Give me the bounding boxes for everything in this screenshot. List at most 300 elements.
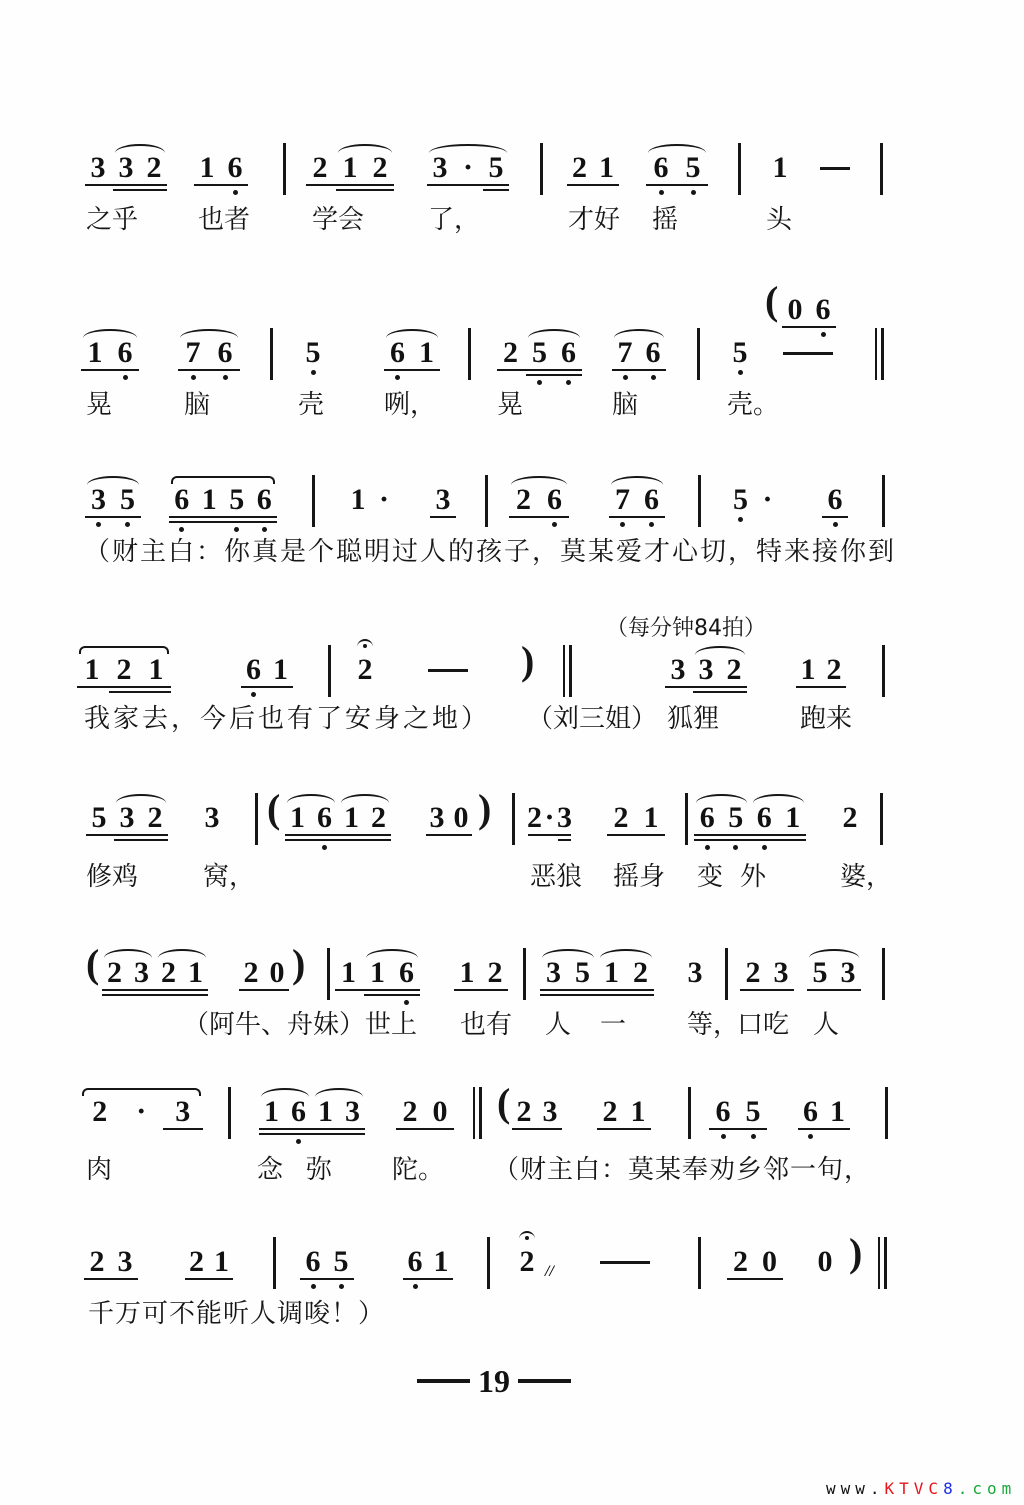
lower-octave-dot xyxy=(223,375,228,380)
lower-octave-dot xyxy=(691,190,696,195)
barline xyxy=(880,143,883,195)
lower-octave-dot xyxy=(251,692,256,697)
slur xyxy=(261,1088,309,1097)
slur xyxy=(511,476,567,485)
note-group xyxy=(811,1247,839,1277)
note-digit: 3 xyxy=(429,801,445,834)
augmentation-dot: · xyxy=(544,801,555,834)
note-group xyxy=(84,485,142,515)
barline xyxy=(882,948,885,1000)
slur xyxy=(180,329,238,338)
lyric: 口吃 xyxy=(737,1010,790,1040)
note-group xyxy=(664,655,748,685)
fermata-dot xyxy=(363,644,367,648)
lyric: 脑 xyxy=(612,390,639,420)
lower-octave-dot xyxy=(404,1000,409,1005)
lower-octave-dot xyxy=(311,1284,316,1289)
slur xyxy=(528,329,580,338)
lower-octave-dot xyxy=(620,522,625,527)
note-group xyxy=(299,1247,355,1277)
note-digit: 2 xyxy=(613,801,629,834)
note-digit: 1 xyxy=(214,1245,229,1278)
page-number-dash-right xyxy=(518,1379,571,1383)
underline-sixteenth xyxy=(364,994,420,996)
note-digit: 2 xyxy=(147,801,163,834)
note-digit: 6 xyxy=(117,336,133,369)
lower-octave-dot xyxy=(339,1284,344,1289)
lower-octave-dot xyxy=(234,527,239,532)
note-digit: 1 xyxy=(459,956,475,989)
note-digit: 6 xyxy=(827,483,843,516)
underline-sixteenth xyxy=(114,839,168,841)
note-digit: 3 xyxy=(175,1095,191,1128)
note-group xyxy=(708,1097,768,1127)
slur xyxy=(83,329,137,338)
note-digit: 1 xyxy=(419,336,434,369)
underline-eighth xyxy=(607,834,665,836)
lyric: 等， xyxy=(687,1010,740,1040)
barline xyxy=(885,1087,888,1139)
note-group xyxy=(299,338,327,368)
barline xyxy=(523,948,526,1000)
lyric: 人 xyxy=(813,1010,840,1040)
sustain-dash xyxy=(820,167,850,170)
lower-octave-dot xyxy=(125,522,130,527)
note-digit: 2 xyxy=(745,956,761,989)
sustain-dash xyxy=(600,1261,650,1264)
barline xyxy=(540,143,543,195)
note-group xyxy=(608,485,666,515)
underline-eighth xyxy=(239,989,289,991)
lyric: 狐狸 xyxy=(667,704,720,734)
barline xyxy=(255,793,258,845)
note-digit: 5 xyxy=(305,336,321,369)
note-digit: 3 xyxy=(557,801,572,834)
note-group xyxy=(566,153,620,183)
note-digit: 2 xyxy=(116,653,132,686)
underline-sixteenth xyxy=(336,189,394,191)
double-barline-thick xyxy=(881,328,884,380)
lyric: 才好 xyxy=(568,205,621,235)
note-digit: 3 xyxy=(542,1095,558,1128)
barline xyxy=(882,645,885,697)
note-digit: 1 xyxy=(188,956,203,989)
underline-eighth xyxy=(822,516,848,518)
note-group xyxy=(425,803,473,833)
underline-eighth xyxy=(497,369,582,371)
lyric: 壳 xyxy=(298,390,325,420)
slur xyxy=(315,1088,363,1097)
lyric: （阿牛、舟妹）世上 xyxy=(183,1010,418,1040)
note-digit: 1 xyxy=(342,151,358,184)
note-digit: 5 xyxy=(333,1245,349,1278)
note-digit: 6 xyxy=(246,653,261,686)
lyric: 之乎 xyxy=(86,205,139,235)
note-digit: 5 xyxy=(532,336,547,369)
slur xyxy=(611,476,663,485)
note-digit: 1 xyxy=(84,653,100,686)
lyric: 外 xyxy=(740,862,767,892)
underline-eighth xyxy=(709,1128,767,1130)
slur xyxy=(600,949,652,958)
slur xyxy=(614,329,664,338)
note-digit: 1 xyxy=(290,801,305,834)
lyric: 人 xyxy=(545,1010,572,1040)
note-group xyxy=(402,1247,454,1277)
lyric: 也有 xyxy=(460,1010,513,1040)
barline xyxy=(328,645,331,697)
note-group xyxy=(821,485,849,515)
lower-octave-dot xyxy=(738,370,743,375)
slur xyxy=(115,144,165,153)
note-group xyxy=(383,338,441,368)
close-paren: ) xyxy=(521,638,535,683)
barline xyxy=(738,143,741,195)
watermark-brand-digit: 8 xyxy=(943,1479,958,1498)
fermata-dot xyxy=(525,1236,529,1240)
lower-octave-dot xyxy=(659,190,664,195)
note-group xyxy=(766,153,794,183)
note-digit: 1 xyxy=(341,956,356,989)
note-group xyxy=(284,803,392,833)
note-group xyxy=(606,803,666,833)
note-group xyxy=(527,803,572,833)
note-digit: 2 xyxy=(372,151,388,184)
lower-octave-dot xyxy=(651,375,656,380)
underline-sixteenth xyxy=(694,839,806,841)
note-digit: 1 xyxy=(350,483,366,516)
note-group xyxy=(596,1097,652,1127)
note-digit: 5 xyxy=(733,483,748,516)
note-digit: 1 xyxy=(800,653,816,686)
note-group xyxy=(345,485,397,515)
underline-eighth xyxy=(77,686,171,688)
note-group xyxy=(611,338,667,368)
note-group xyxy=(426,153,510,183)
sustain-dash xyxy=(783,352,833,355)
lyric: 我家去，今后也有了安身之地） xyxy=(84,704,491,734)
lower-octave-dot xyxy=(296,1139,301,1144)
note-digit: 6 xyxy=(317,801,332,834)
underline-eighth xyxy=(81,369,139,371)
lyric: 弥 xyxy=(306,1155,333,1185)
underline-eighth xyxy=(306,184,394,186)
lyric: 了， xyxy=(428,205,481,235)
barline xyxy=(228,1087,231,1139)
underline-sixteenth xyxy=(540,994,654,996)
note-digit: 1 xyxy=(433,1245,449,1278)
note-group xyxy=(85,803,169,833)
underline-eighth xyxy=(85,184,167,186)
slur xyxy=(341,794,389,803)
note-digit: 1 xyxy=(830,1095,845,1128)
lower-octave-dot xyxy=(413,1284,418,1289)
note-digit: 5 xyxy=(812,956,828,989)
note-digit: 6 xyxy=(803,1095,818,1128)
note-digit: 3 xyxy=(840,956,856,989)
underline-eighth xyxy=(597,1128,651,1130)
note-group xyxy=(429,485,457,515)
note-digit: 5 xyxy=(685,151,701,184)
underline-sixteenth xyxy=(259,1133,365,1135)
underline-eighth xyxy=(86,834,168,836)
barline xyxy=(688,1087,691,1139)
watermark-www: www. xyxy=(826,1479,885,1498)
underline-eighth xyxy=(163,1128,203,1130)
lower-octave-dot xyxy=(738,517,743,522)
note-digit: 1 xyxy=(604,956,619,989)
augmentation-dot: · xyxy=(762,483,773,516)
note-digit: 2 xyxy=(402,1095,418,1128)
barline xyxy=(698,475,701,527)
note-group xyxy=(198,803,226,833)
underline-sixteenth xyxy=(102,994,208,996)
note-digit: 0 xyxy=(453,801,469,834)
note-group xyxy=(168,485,278,515)
note-group xyxy=(80,338,140,368)
barline xyxy=(485,475,488,527)
slur xyxy=(695,646,745,655)
open-paren: ( xyxy=(86,941,100,986)
lyric: 千万可不能听人调唆！） xyxy=(88,1299,386,1329)
note-group xyxy=(351,655,379,685)
underline-eighth xyxy=(694,834,806,836)
note-digit: 5 xyxy=(229,483,245,516)
lyric: 恶狼 xyxy=(530,862,583,892)
underline-eighth xyxy=(300,1278,354,1280)
barline xyxy=(512,793,515,845)
slur xyxy=(366,949,418,958)
underline-eighth xyxy=(727,1278,783,1280)
barline xyxy=(283,143,286,195)
note-digit: 0 xyxy=(762,1245,777,1278)
note-group xyxy=(238,958,290,988)
underline-eighth xyxy=(178,369,240,371)
note-digit: 2 xyxy=(842,801,858,834)
lower-octave-dot xyxy=(233,190,238,195)
note-digit: 6 xyxy=(174,483,190,516)
augmentation-dot: · xyxy=(462,151,473,184)
note-digit: 3 xyxy=(90,151,106,184)
underline-eighth xyxy=(540,989,654,991)
lyric: 窝， xyxy=(203,862,256,892)
note-digit: 6 xyxy=(653,151,669,184)
note-digit: 3 xyxy=(118,151,134,184)
note-digit: 3 xyxy=(204,801,220,834)
underline-sixteenth xyxy=(693,691,747,693)
lyric: 一 xyxy=(600,1010,627,1040)
note-group xyxy=(508,485,570,515)
note-digit: 6 xyxy=(715,1095,731,1128)
note-digit: 6 xyxy=(815,293,831,326)
note-group xyxy=(258,1097,366,1127)
note-digit: 2 xyxy=(189,1245,204,1278)
note-digit: 1 xyxy=(199,151,215,184)
note-digit: 7 xyxy=(617,336,633,369)
underline-eighth xyxy=(335,989,420,991)
lower-octave-dot xyxy=(123,375,128,380)
slur xyxy=(158,949,206,958)
underline-eighth xyxy=(796,686,846,688)
underline-eighth xyxy=(454,989,508,991)
underline-sixteenth xyxy=(285,839,391,841)
underline-eighth xyxy=(665,686,747,688)
lower-octave-dot xyxy=(322,845,327,850)
note-digit: 2 xyxy=(602,1095,618,1128)
note-digit: 3 xyxy=(345,1095,360,1128)
lyric: 修鸡 xyxy=(86,862,139,892)
underline-eighth xyxy=(612,369,666,371)
note-digit: 1 xyxy=(370,956,385,989)
page-number-text: 19 xyxy=(478,1363,510,1399)
note-group xyxy=(79,1097,204,1127)
open-paren: ( xyxy=(765,278,779,323)
lyric: 学会 xyxy=(312,205,365,235)
open-paren: ( xyxy=(497,1080,511,1125)
note-digit: 5 xyxy=(120,483,135,516)
lower-octave-dot xyxy=(733,845,738,850)
note-digit: 1 xyxy=(318,1095,333,1128)
note-digit: 6 xyxy=(227,151,243,184)
note-digit: 6 xyxy=(547,483,562,516)
slur xyxy=(287,794,335,803)
note-group xyxy=(681,958,709,988)
lyric: 肉 xyxy=(86,1155,113,1185)
note-group xyxy=(645,153,709,183)
note-group xyxy=(726,338,754,368)
note-group xyxy=(727,485,781,515)
underline-eighth xyxy=(427,184,509,186)
note-digit: 7 xyxy=(615,483,630,516)
note-digit: 5 xyxy=(488,151,504,184)
note-group xyxy=(513,1247,541,1277)
underline-eighth xyxy=(740,989,794,991)
note-digit: 2 xyxy=(516,1095,532,1128)
note-digit: 3 xyxy=(119,801,135,834)
double-barline-thick xyxy=(569,645,572,697)
note-digit: 2 xyxy=(357,653,373,686)
barline xyxy=(327,948,330,1000)
lower-octave-dot xyxy=(649,522,654,527)
lyric: 陀。 xyxy=(392,1155,445,1185)
slur xyxy=(171,476,275,484)
underline-eighth xyxy=(384,369,440,371)
augmentation-dot: · xyxy=(136,1095,147,1128)
lyric: 念 xyxy=(257,1155,284,1185)
note-group xyxy=(240,655,294,685)
underline-eighth xyxy=(426,834,472,836)
note-digit: 2 xyxy=(107,956,122,989)
slur xyxy=(104,949,152,958)
underline-sixteenth xyxy=(483,189,509,191)
watermark-tld: .com xyxy=(957,1479,1017,1498)
underline-sixteenth xyxy=(169,521,277,523)
lower-octave-dot xyxy=(96,522,101,527)
lower-octave-dot xyxy=(537,380,542,385)
underline-eighth xyxy=(567,184,619,186)
note-group xyxy=(836,803,864,833)
lower-octave-dot xyxy=(552,522,557,527)
open-paren: ( xyxy=(267,786,281,831)
note-digit: 5 xyxy=(91,801,107,834)
underline-eighth xyxy=(396,1128,454,1130)
lyric: 晃 xyxy=(497,390,524,420)
note-digit: 3 xyxy=(435,483,451,516)
underline-eighth xyxy=(609,516,665,518)
barline xyxy=(725,948,728,1000)
note-digit: 1 xyxy=(785,801,801,834)
note-digit: 2 xyxy=(371,801,386,834)
note-group xyxy=(511,1097,563,1127)
close-paren: ) xyxy=(849,1230,863,1275)
note-digit: 5 xyxy=(575,956,590,989)
slur xyxy=(338,144,392,153)
lower-octave-dot xyxy=(705,845,710,850)
lower-octave-dot xyxy=(762,845,767,850)
note-digit: 3 xyxy=(91,483,106,516)
note-digit: 1 xyxy=(599,151,614,184)
lyric: 摇 xyxy=(652,205,679,235)
underline-eighth xyxy=(169,516,277,518)
lower-octave-dot xyxy=(262,527,267,532)
lower-octave-dot xyxy=(721,1134,726,1139)
spoken-dialogue: （财主白：莫某奉劝乡邻一句， xyxy=(493,1155,872,1185)
note-digit: 3 xyxy=(432,151,448,184)
underline-eighth xyxy=(85,516,141,518)
note-group xyxy=(177,338,241,368)
barline xyxy=(312,475,315,527)
underline-eighth xyxy=(782,326,836,328)
note-group xyxy=(334,958,421,988)
note-digit: 0 xyxy=(787,293,803,326)
note-digit: 2 xyxy=(733,1245,748,1278)
note-digit: 7 xyxy=(185,336,201,369)
note-digit: 6 xyxy=(699,801,715,834)
note-digit: 1 xyxy=(148,653,164,686)
note-digit: 2 xyxy=(633,956,648,989)
note-group xyxy=(539,958,655,988)
barline xyxy=(270,328,273,380)
note-digit: 6 xyxy=(390,336,405,369)
note-digit: 6 xyxy=(645,336,661,369)
note-digit: 1 xyxy=(630,1095,646,1128)
lower-octave-dot xyxy=(821,332,826,337)
note-digit: 2 xyxy=(92,1095,108,1128)
note-digit: 3 xyxy=(773,956,789,989)
slur xyxy=(82,1088,201,1096)
note-digit: 0 xyxy=(432,1095,448,1128)
underline-eighth xyxy=(403,1278,453,1280)
lower-octave-dot xyxy=(395,375,400,380)
lower-octave-dot xyxy=(566,380,571,385)
barline xyxy=(487,1237,490,1289)
underline-eighth xyxy=(241,686,293,688)
lyric: 头 xyxy=(766,205,793,235)
note-group xyxy=(797,1097,851,1127)
note-digit: 1 xyxy=(87,336,103,369)
note-digit: 5 xyxy=(728,801,744,834)
underline-eighth xyxy=(285,834,391,836)
page-number xyxy=(417,1364,571,1398)
lyric: 也者 xyxy=(198,205,251,235)
slur xyxy=(386,329,438,338)
barline xyxy=(882,475,885,527)
underline-eighth xyxy=(528,834,571,836)
note-group xyxy=(83,1247,139,1277)
underline-eighth xyxy=(185,1278,233,1280)
slur xyxy=(648,144,706,153)
lyric: 壳。 xyxy=(727,390,780,420)
